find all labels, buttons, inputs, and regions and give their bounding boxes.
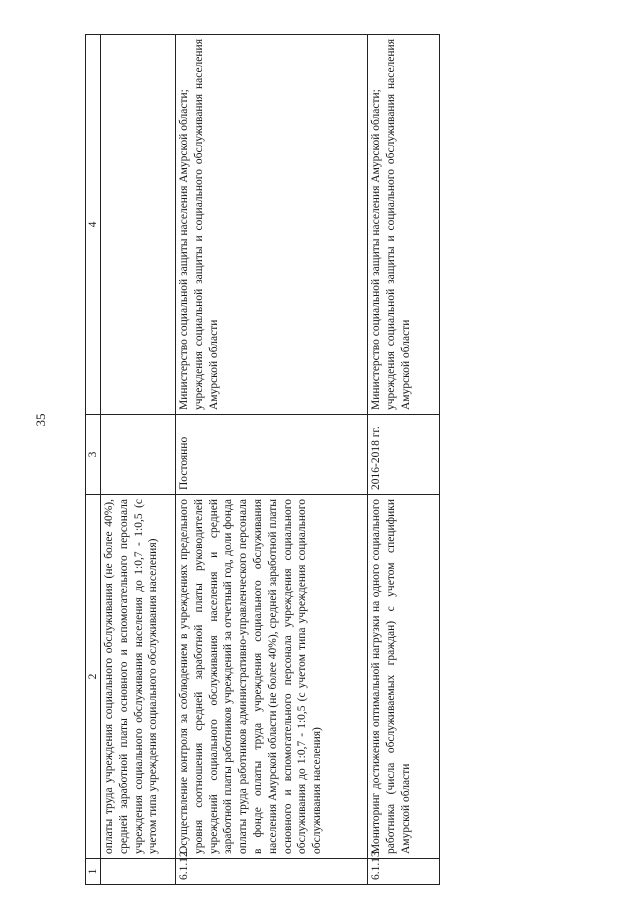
row-term: 2016-2018 гг. <box>368 415 440 495</box>
header-cell: 1 <box>86 859 101 885</box>
row-executors <box>101 35 176 415</box>
page-number: 35 <box>33 413 48 427</box>
table-row <box>176 35 368 885</box>
row-activity-text: Мониторинг достижения оптимальной нагрузки на одного социального работника (числа обслуживаемых граждан) с учетом специфики Амурской области <box>368 495 440 859</box>
row-number <box>101 859 176 885</box>
row-activity-text: Осуществление контроля за соблюдением в учреждениях предельного уровня соотношения средней заработной платы руководителей учреждений социального обслуживания населения и средней заработной платы работников учреждений за отчетный год, доли фонда оплаты труда работников административно-управленческого персонала в фонде оплаты труда учреждения социального обслуживания населения Амурской области (не более 40%), средней заработной платы основного и вспомогательного персонала учреждения социального обслуживания до 1:0,7 - 1:0,5 (с учетом типа учреждения социального обслуживания населения) <box>176 495 368 859</box>
executor-line: Министерство социальной защиты населения Амурской области; <box>178 89 190 410</box>
row-number: 6.1.13. <box>368 859 440 885</box>
row-number: 6.1.12. <box>176 859 368 885</box>
row-executors <box>176 35 368 415</box>
row-term: Постоянно <box>176 415 368 495</box>
row-term <box>101 415 176 495</box>
header-cell: 2 <box>86 495 101 859</box>
header-cell: 4 <box>86 35 101 415</box>
executor-line: учреждения социальной защиты и социального обслуживания населения Амурской области <box>192 39 220 410</box>
rotated-document-content <box>85 35 440 885</box>
executor-line: учреждения социальной защиты и социального обслуживания населения Амурской области <box>384 39 412 410</box>
row-activity-text: оплаты труда учреждения социального обслуживания (не более 40%), средней заработной платы основного и вспомогательного персонала учреждения социального обслуживания населения до 1:0,7 - 1:0,5 (с учетом типа учреждения социального обслуживания населения) <box>101 495 176 859</box>
table-row <box>368 35 440 885</box>
table-row <box>101 35 176 885</box>
row-executors <box>368 35 440 415</box>
executor-line: Министерство социальной защиты населения Амурской области; <box>370 89 382 410</box>
activities-table <box>85 34 440 885</box>
header-cell: 3 <box>86 415 101 495</box>
table-header-row <box>86 35 101 885</box>
